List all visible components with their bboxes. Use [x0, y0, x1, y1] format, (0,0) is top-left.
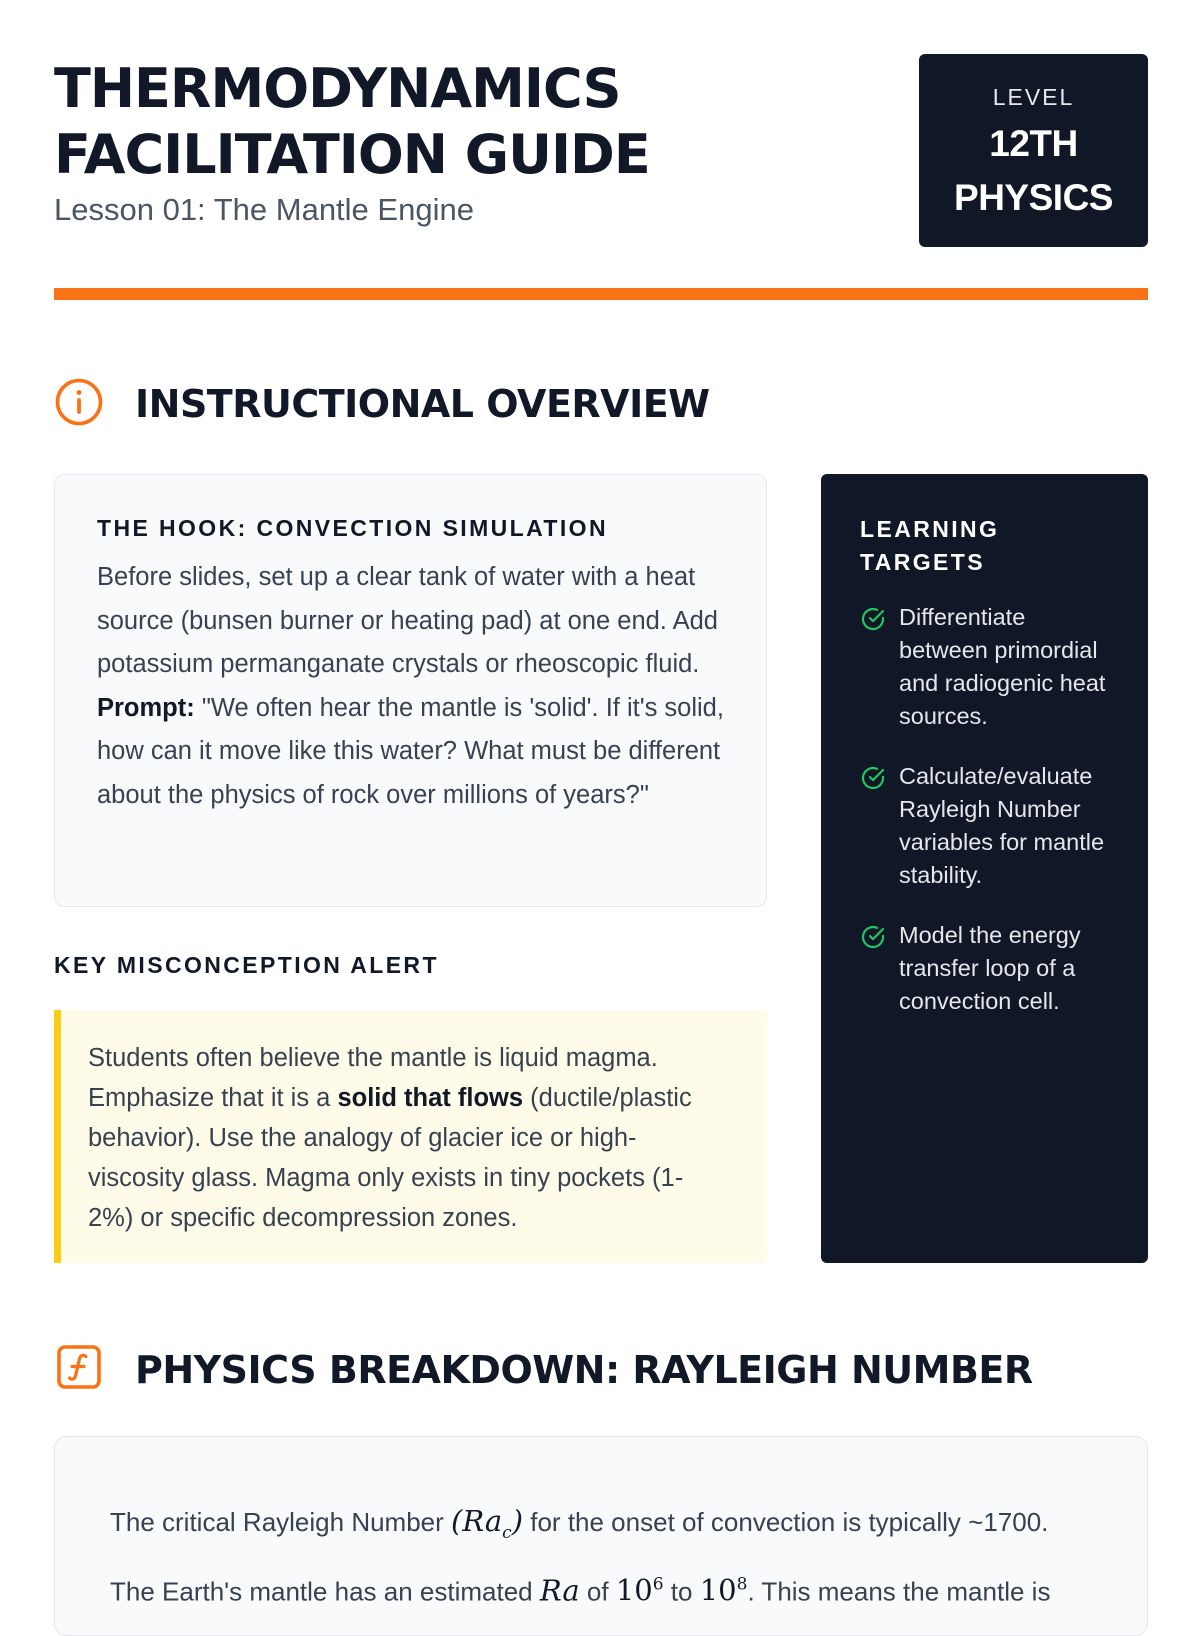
misconception-text: [88, 1038, 727, 1238]
misconception-text-before: Students often believe the mantle is liquid magma. Emphasize that it is a: [88, 1044, 658, 1112]
level-line-1: 12TH: [989, 123, 1078, 164]
physics-paragraph-line-2: [110, 1559, 1097, 1618]
hook-text: [97, 556, 726, 817]
page-title: [54, 56, 874, 188]
physics-section-heading: [54, 1342, 1148, 1402]
check-circle-icon: [860, 765, 886, 791]
info-icon: [54, 376, 108, 430]
hook-intro: Before slides, set up a clear tank of water with a heat source (bunsen burner or heating pad) at one end. Add potassium permanganate crystals or rheoscopic fluid.: [97, 563, 718, 678]
level-label: LEVEL: [992, 84, 1075, 110]
physics-heading: PHYSICS BREAKDOWN: RAYLEIGH NUMBER: [135, 1348, 1033, 1392]
physics-card: [54, 1436, 1148, 1636]
learning-targets-card: [821, 474, 1148, 1263]
level-line-2: PHYSICS: [954, 177, 1113, 218]
function-icon: [54, 1342, 108, 1396]
learning-target-item: [860, 760, 1118, 892]
physics-line2-d: . This means the mantle is: [747, 1576, 1051, 1607]
learning-targets-title: LEARNING TARGETS: [860, 516, 1000, 575]
header-accent-rule: [54, 288, 1148, 300]
learning-target-text: Model the energy transfer loop of a convection cell.: [899, 922, 1081, 1014]
physics-line2-a: The Earth's mantle has an estimated: [110, 1576, 533, 1607]
physics-line1-b: for the onset of convection is typically ~1700.: [530, 1507, 1049, 1537]
learning-target-text: Differentiate between primordial and radiogenic heat sources.: [899, 604, 1106, 729]
page-header: [54, 54, 1148, 247]
check-circle-icon: [860, 606, 886, 632]
rayleigh-symbol: Ra: [539, 1573, 580, 1608]
physics-line2-c: to: [670, 1576, 693, 1607]
facilitation-guide-page: [54, 0, 1148, 1608]
rayleigh-lower-bound: $10^6$: [615, 1573, 664, 1608]
lesson-subtitle: Lesson 01: The Mantle Engine: [54, 192, 474, 227]
hook-card: [54, 474, 767, 907]
level-badge: [919, 54, 1148, 247]
physics-paragraph-line-1: [110, 1495, 1097, 1559]
misconception-emphasis: solid that flows: [337, 1084, 524, 1112]
overview-section-heading: [54, 376, 1148, 436]
physics-line2-b: of: [586, 1576, 609, 1607]
hook-label: THE HOOK: CONVECTION SIMULATION: [97, 515, 608, 541]
hook-prompt-text: "We often hear the mantle is 'solid'. If it's solid, how can it move like this water? What must be different about the physics of rock over millions of years?": [97, 693, 724, 809]
learning-target-text: Calculate/evaluate Rayleigh Number variables for mantle stability.: [899, 763, 1105, 888]
overview-heading: INSTRUCTIONAL OVERVIEW: [135, 382, 710, 426]
learning-target-item: [860, 919, 1118, 1018]
check-circle-icon: [860, 924, 886, 950]
misconception-alert: [54, 1010, 767, 1263]
learning-target-item: [860, 601, 1118, 733]
level-value: [919, 117, 1148, 225]
hook-prompt-label: Prompt:: [97, 693, 195, 722]
title-line-1: THERMODYNAMICS: [54, 57, 621, 120]
rayleigh-upper-bound: $10^8$: [699, 1573, 748, 1608]
title-line-2: FACILITATION GUIDE: [54, 123, 650, 186]
misconception-label: KEY MISCONCEPTION ALERT: [54, 952, 439, 978]
critical-rayleigh-symbol: $(Ra_c)$: [451, 1504, 524, 1543]
physics-line1-a: The critical Rayleigh Number: [110, 1507, 444, 1537]
misconception-text-after: (ductile/plastic behavior). Use the analogy of glacier ice or high-viscosity glass. Magma only exists in tiny pockets (1-2%) or specific decompression zones.: [88, 1084, 692, 1232]
